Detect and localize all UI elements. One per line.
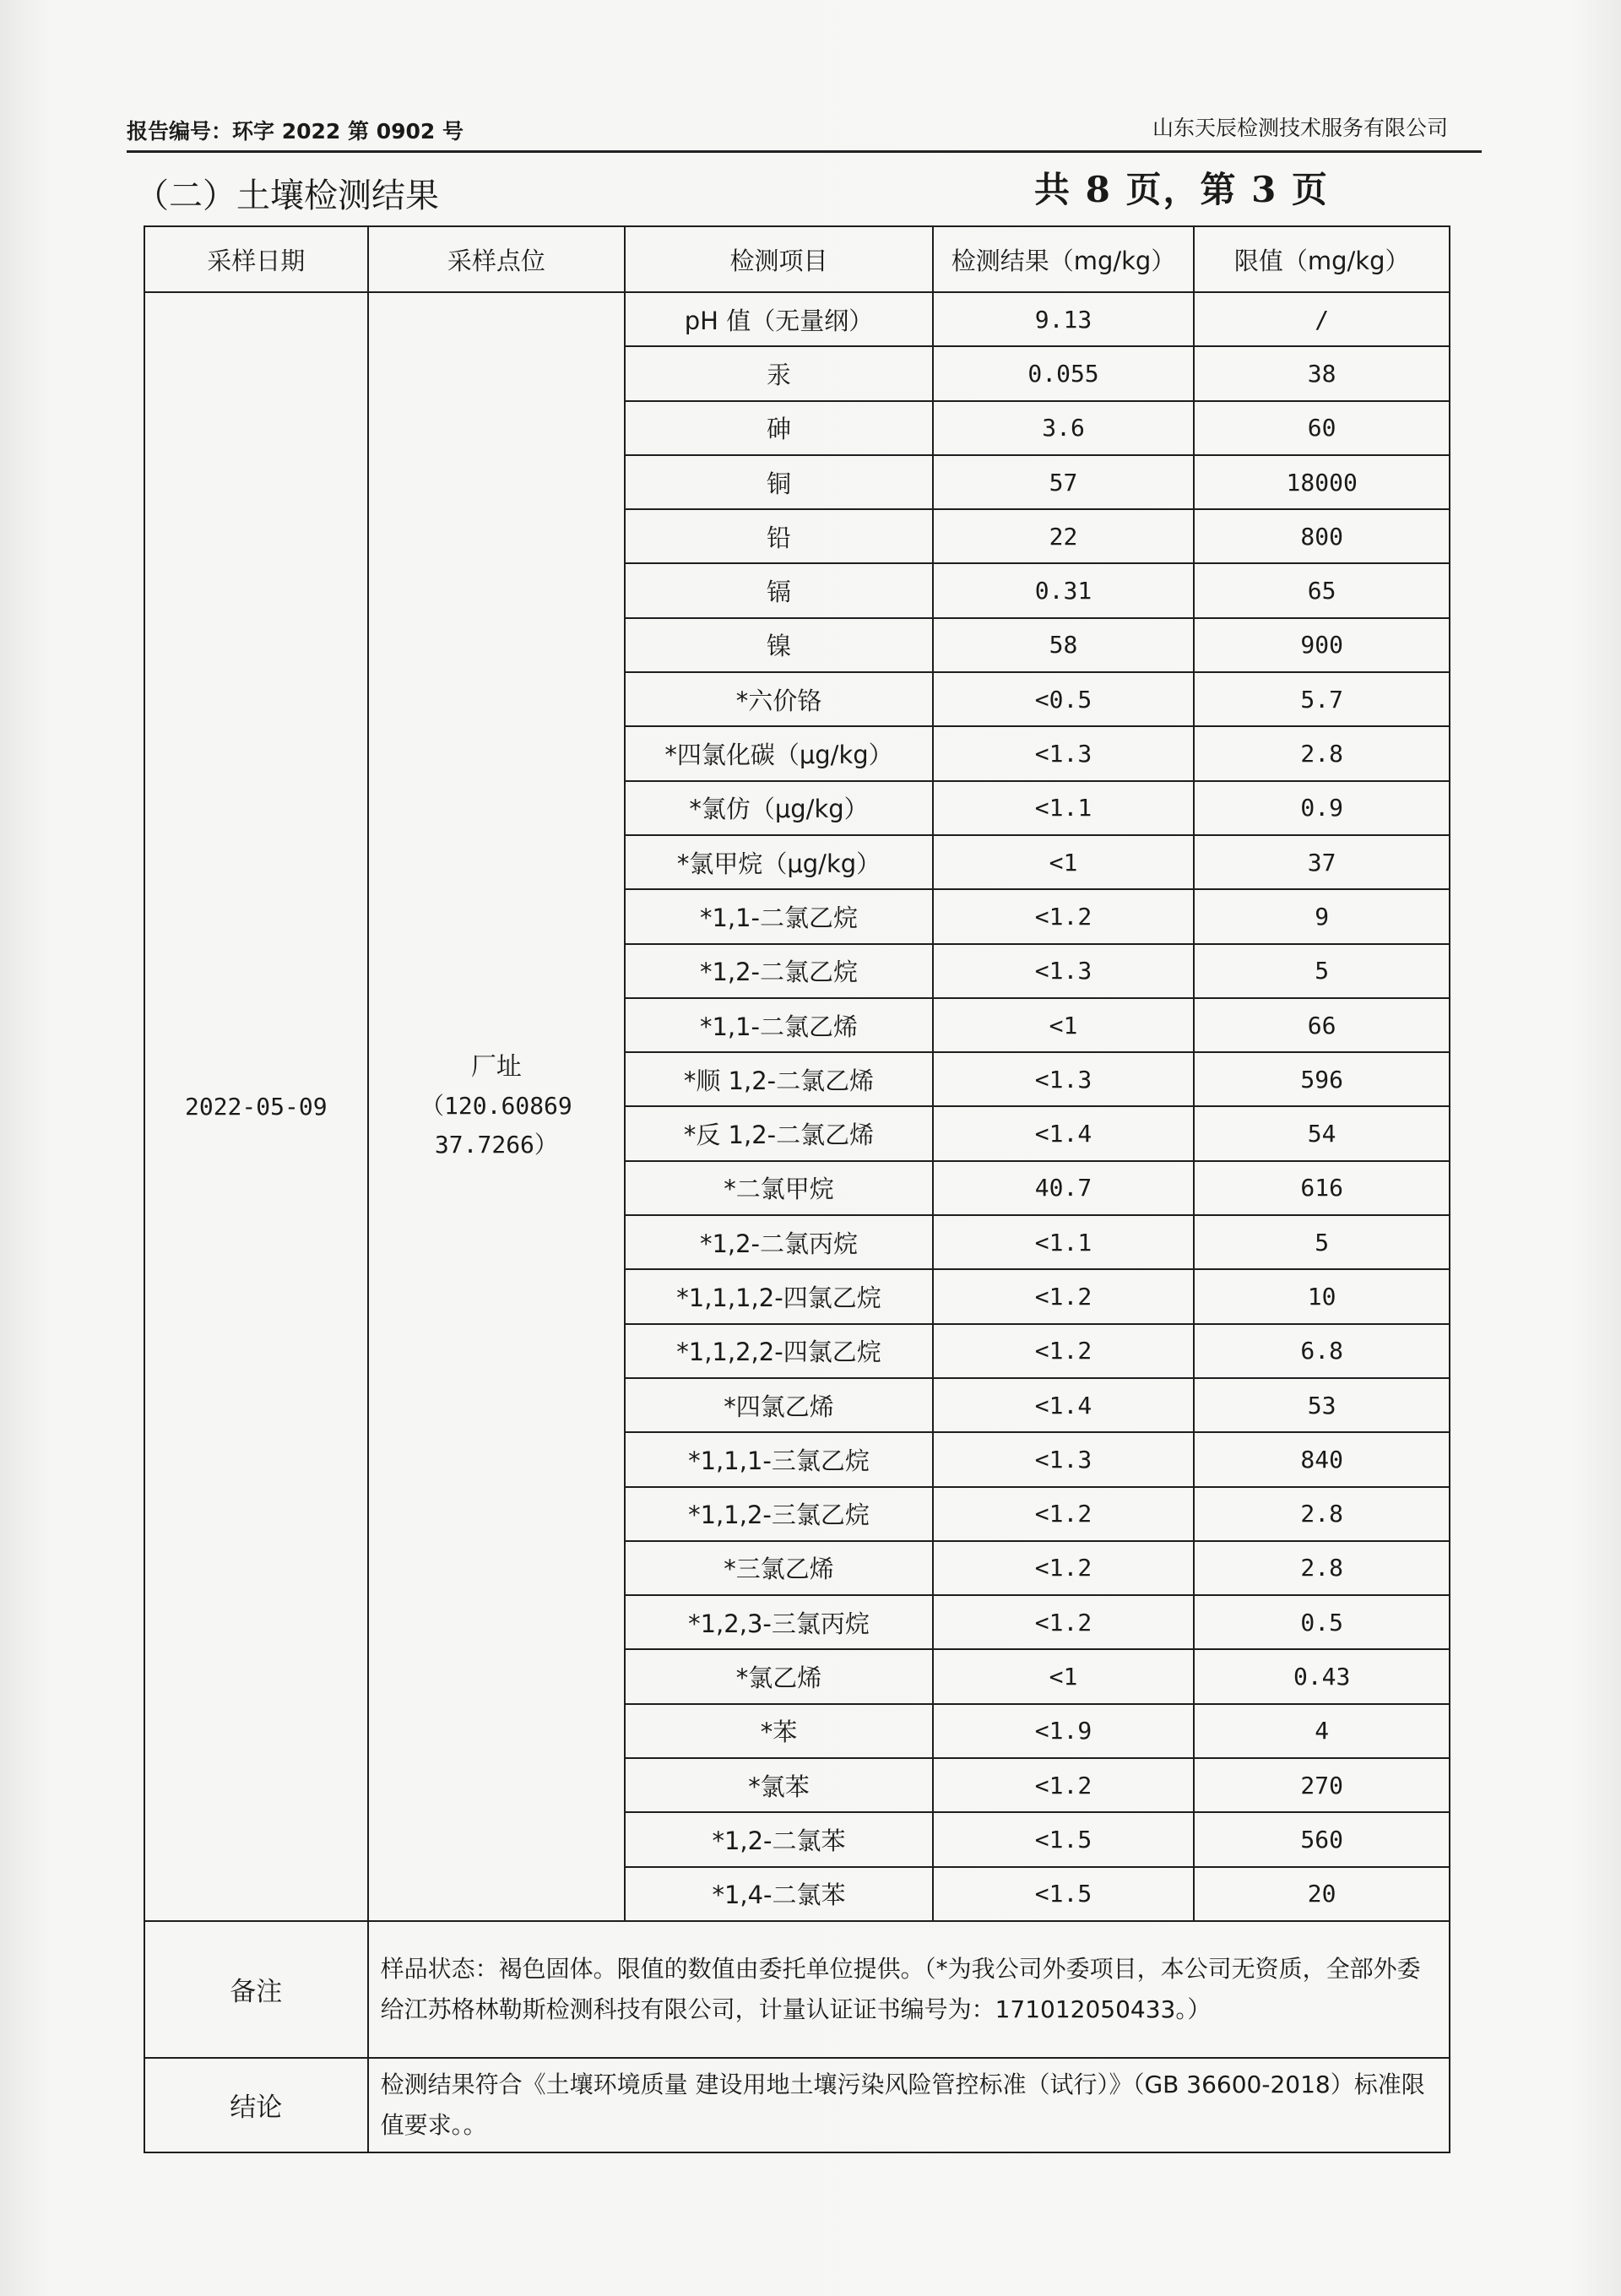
test-item: *1,4-二氯苯	[625, 1867, 932, 1921]
test-item: *三氯乙烯	[625, 1541, 932, 1595]
test-result: <1.3	[933, 726, 1195, 780]
test-result: <1.3	[933, 1052, 1195, 1106]
limit-value: 5	[1194, 1215, 1450, 1269]
test-result: <1.2	[933, 889, 1195, 943]
limit-value: 0.43	[1194, 1649, 1450, 1703]
header-sample-site: 采样点位	[368, 226, 626, 292]
header-test-item: 检测项目	[625, 226, 932, 292]
test-result: <1	[933, 998, 1195, 1052]
report-number: 报告编号：环字 2022 第 0902 号	[127, 119, 464, 144]
test-item: 镉	[625, 563, 932, 617]
conclusion-row	[144, 2058, 1450, 2152]
site-coordinate: 37.7266）	[434, 1131, 558, 1159]
test-result: 22	[933, 509, 1195, 563]
limit-value: 37	[1194, 835, 1450, 889]
conclusion-label: 结论	[144, 2058, 368, 2152]
header-sample-date: 采样日期	[144, 226, 368, 292]
limit-value: 10	[1194, 1269, 1450, 1323]
note-row	[144, 1921, 1450, 2058]
limit-value: 270	[1194, 1758, 1450, 1812]
test-item: *顺 1,2-二氯乙烯	[625, 1052, 932, 1106]
test-item: *苯	[625, 1704, 932, 1758]
test-result: <1	[933, 835, 1195, 889]
section-title: （二）土壤检测结果	[135, 176, 439, 215]
test-item: 汞	[625, 346, 932, 400]
test-result: <1.5	[933, 1812, 1195, 1866]
test-result: <1.5	[933, 1867, 1195, 1921]
table-row	[144, 292, 1450, 346]
test-item: *1,1-二氯乙烷	[625, 889, 932, 943]
test-item: *1,2-二氯乙烷	[625, 944, 932, 998]
test-result: <1.3	[933, 1432, 1195, 1486]
test-item: *1,1-二氯乙烯	[625, 998, 932, 1052]
header-limit: 限值（mg/kg）	[1194, 226, 1450, 292]
test-item: *二氯甲烷	[625, 1161, 932, 1215]
limit-value: 54	[1194, 1106, 1450, 1160]
test-item: *六价铬	[625, 672, 932, 726]
test-result: <1.9	[933, 1704, 1195, 1758]
test-result: <1.4	[933, 1106, 1195, 1160]
header-test-result: 检测结果（mg/kg）	[933, 226, 1195, 292]
test-item: *1,2-二氯苯	[625, 1812, 932, 1866]
limit-value: 2.8	[1194, 1541, 1450, 1595]
test-result: <1.2	[933, 1269, 1195, 1323]
limit-value: 0.5	[1194, 1595, 1450, 1649]
limit-value: 5.7	[1194, 672, 1450, 726]
test-result: 58	[933, 618, 1195, 672]
test-item: *氯苯	[625, 1758, 932, 1812]
limit-value: 18000	[1194, 455, 1450, 509]
test-item: pH 值（无量纲）	[625, 292, 932, 346]
limit-value: 900	[1194, 618, 1450, 672]
site-name: 厂址	[470, 1052, 522, 1083]
test-item: *1,2-二氯丙烷	[625, 1215, 932, 1269]
test-result: 0.31	[933, 563, 1195, 617]
test-result: <1.4	[933, 1378, 1195, 1432]
test-result: <1.2	[933, 1541, 1195, 1595]
test-item: *1,1,1-三氯乙烷	[625, 1432, 932, 1486]
limit-value: 53	[1194, 1378, 1450, 1432]
test-result: <1.2	[933, 1758, 1195, 1812]
table-header-row	[144, 226, 1450, 292]
test-result: 57	[933, 455, 1195, 509]
limit-value: 38	[1194, 346, 1450, 400]
test-result: 9.13	[933, 292, 1195, 346]
limit-value: 560	[1194, 1812, 1450, 1866]
test-item: *1,1,2,2-四氯乙烷	[625, 1324, 932, 1378]
test-item: 铜	[625, 455, 932, 509]
test-result: <1.2	[933, 1324, 1195, 1378]
limit-value: 840	[1194, 1432, 1450, 1486]
test-item: *四氯乙烯	[625, 1378, 932, 1432]
limit-value: 66	[1194, 998, 1450, 1052]
test-result: <1.1	[933, 1215, 1195, 1269]
test-result: <1.2	[933, 1595, 1195, 1649]
test-result: <1.1	[933, 781, 1195, 835]
test-item: *1,2,3-三氯丙烷	[625, 1595, 932, 1649]
test-result: <1	[933, 1649, 1195, 1703]
test-result: <1.2	[933, 1487, 1195, 1541]
test-result: <1.3	[933, 944, 1195, 998]
note-label: 备注	[144, 1921, 368, 2058]
limit-value: 0.9	[1194, 781, 1450, 835]
test-item: 镍	[625, 618, 932, 672]
note-text: 样品状态：褐色固体。限值的数值由委托单位提供。（*为我公司外委项目，本公司无资质，全部外委给江苏格林勒斯检测科技有限公司，计量认证证书编号为：171012050433。）	[368, 1921, 1450, 2058]
test-item: *四氯化碳（μg/kg）	[625, 726, 932, 780]
test-item: 铅	[625, 509, 932, 563]
page-indicator: 共 8 页，第 3 页	[1034, 169, 1329, 210]
test-item: *反 1,2-二氯乙烯	[625, 1106, 932, 1160]
limit-value: 65	[1194, 563, 1450, 617]
limit-value: 5	[1194, 944, 1450, 998]
limit-value: 6.8	[1194, 1324, 1450, 1378]
test-item: *氯乙烯	[625, 1649, 932, 1703]
company-name: 山东天辰检测技术服务有限公司	[1152, 116, 1448, 140]
test-item: *1,1,2-三氯乙烷	[625, 1487, 932, 1541]
test-item: 砷	[625, 401, 932, 455]
sample-site	[368, 292, 626, 1921]
limit-value: 800	[1194, 509, 1450, 563]
site-coordinate: （120.60869	[420, 1092, 572, 1121]
test-item: *氯甲烷（μg/kg）	[625, 835, 932, 889]
limit-value: 4	[1194, 1704, 1450, 1758]
limit-value: 596	[1194, 1052, 1450, 1106]
test-item: *1,1,1,2-四氯乙烷	[625, 1269, 932, 1323]
limit-value: 20	[1194, 1867, 1450, 1921]
soil-results-table	[144, 225, 1450, 2153]
limit-value: 2.8	[1194, 726, 1450, 780]
limit-value: /	[1194, 292, 1450, 346]
limit-value: 60	[1194, 401, 1450, 455]
test-result: 3.6	[933, 401, 1195, 455]
sample-date: 2022-05-09	[144, 292, 368, 1921]
limit-value: 2.8	[1194, 1487, 1450, 1541]
test-item: *氯仿（μg/kg）	[625, 781, 932, 835]
conclusion-text: 检测结果符合《土壤环境质量 建设用地土壤污染风险管控标准（试行）》（GB 36600-2018）标准限值要求。。	[368, 2058, 1450, 2152]
test-result: 0.055	[933, 346, 1195, 400]
limit-value: 616	[1194, 1161, 1450, 1215]
page-header	[127, 100, 1482, 153]
test-result: 40.7	[933, 1161, 1195, 1215]
test-result: <0.5	[933, 672, 1195, 726]
limit-value: 9	[1194, 889, 1450, 943]
